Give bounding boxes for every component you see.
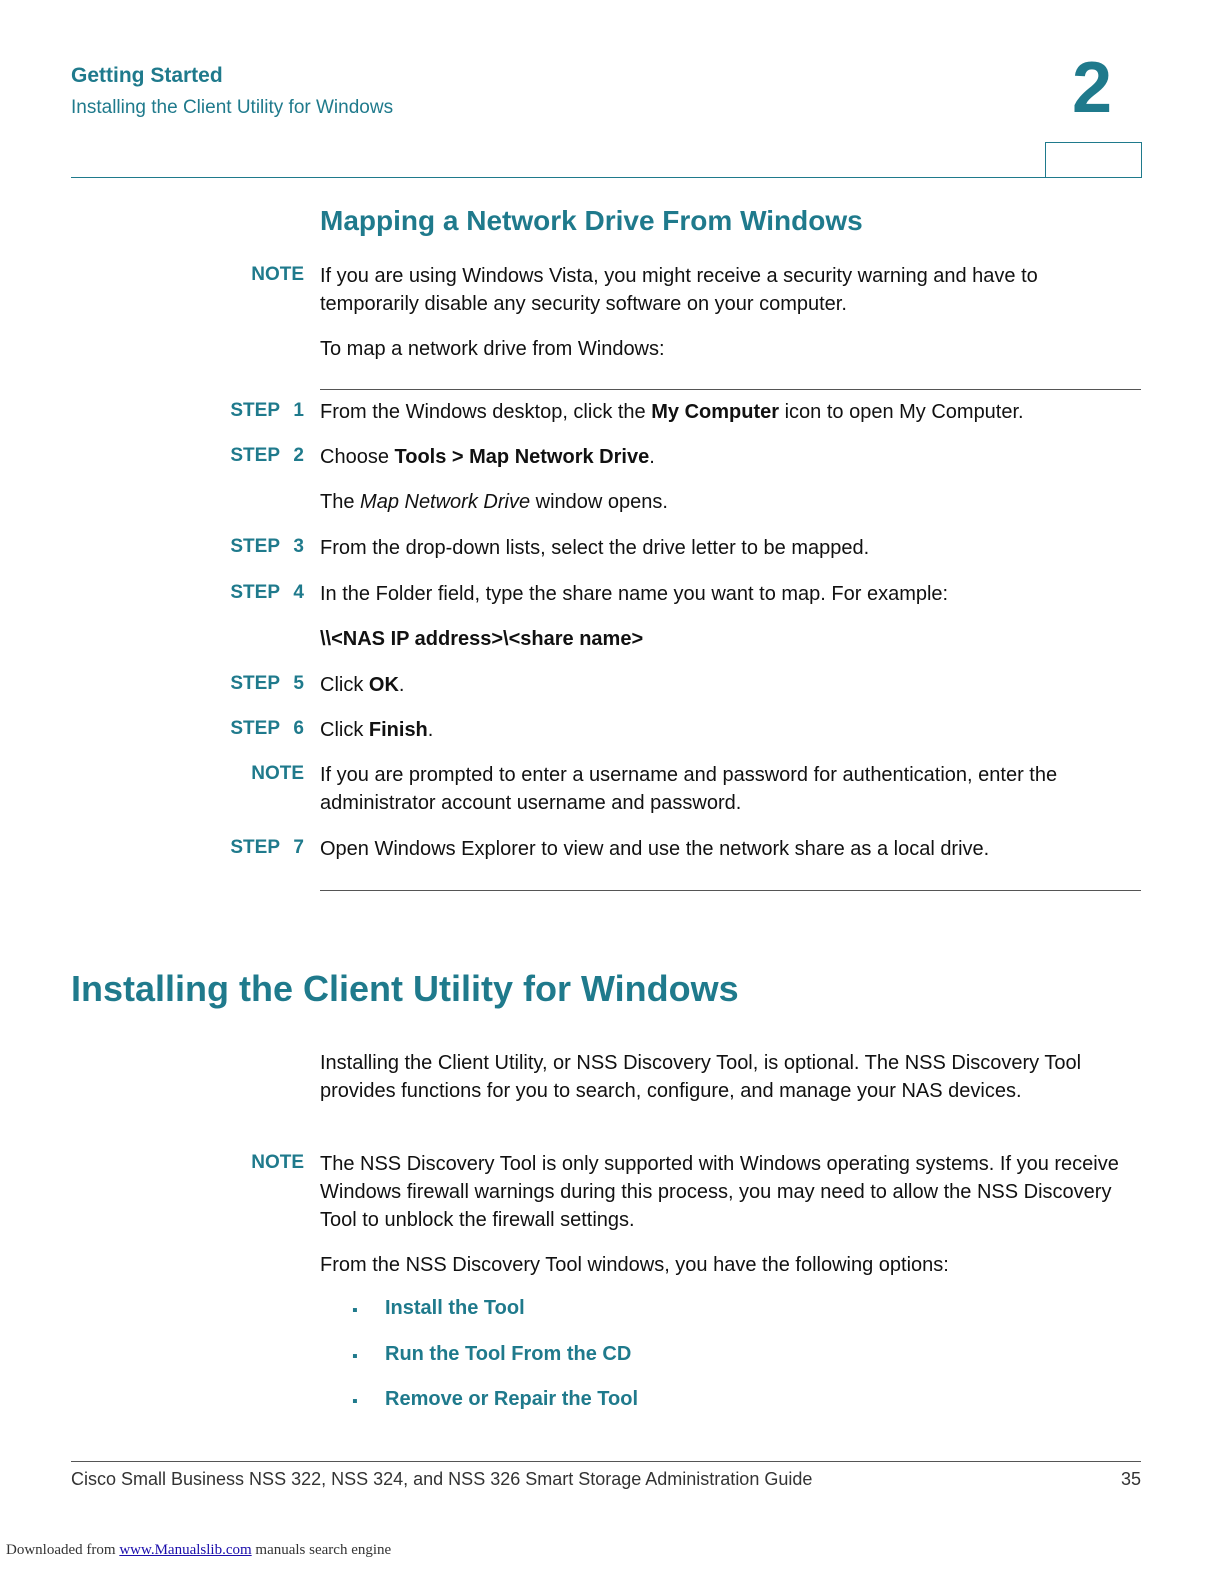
page-number: 35 — [1120, 1469, 1141, 1489]
step-label — [214, 445, 304, 467]
bullet-icon: ▪ — [352, 1348, 358, 1365]
step-label — [214, 400, 304, 422]
step-text: From the drop-down lists, select the drive letter to be mapped. — [320, 537, 870, 559]
chapter-title: Getting Started — [71, 64, 223, 87]
steps-top-rule — [320, 389, 1141, 390]
step-text-post: . — [649, 446, 655, 468]
step-text-post: . — [398, 674, 405, 696]
step-key: STEP — [230, 718, 280, 739]
result-pre: The — [320, 491, 361, 513]
step-label — [214, 536, 304, 558]
note-label: NOTE — [251, 763, 304, 784]
chapter-tab-box — [1045, 142, 1142, 178]
chapter-number: 2 — [1071, 48, 1113, 128]
step-text-pre: From the Windows desktop, click the — [320, 401, 652, 423]
manualslib-link[interactable]: www.Manualslib.com — [119, 1542, 252, 1558]
note-text: If you are using Windows Vista, you might receive a security warning and have to temporarily disable any security software on your computer. — [320, 265, 1038, 315]
step-key: STEP — [230, 400, 280, 421]
step-text — [320, 671, 1142, 699]
step-text — [320, 716, 1142, 744]
step-result — [320, 488, 1142, 516]
mapping-heading: Mapping a Network Drive From Windows — [320, 205, 863, 236]
step-text-bold: Finish — [368, 719, 428, 741]
step-text-post: icon to open My Computer. — [779, 401, 1024, 423]
step-text-bold: OK — [368, 674, 399, 696]
step-text: Open Windows Explorer to view and use the network share as a local drive. — [320, 838, 990, 860]
step-key: STEP — [230, 536, 280, 557]
step-number: 3 — [293, 536, 304, 557]
step-number: 7 — [293, 837, 304, 858]
installing-heading: Installing the Client Utility for Windows — [71, 968, 739, 1009]
step-text-post: . — [427, 719, 434, 741]
footer-title: Cisco Small Business NSS 322, NSS 324, and NSS 326 Smart Storage Administration Guide — [71, 1469, 813, 1489]
step-text-bold: Tools > Map Network Drive — [394, 446, 650, 468]
step-key: STEP — [230, 837, 280, 858]
step-text — [320, 398, 1142, 426]
bullet-icon: ▪ — [352, 1393, 358, 1410]
download-suffix: manuals search engine — [251, 1542, 392, 1558]
step-key: STEP — [230, 445, 280, 466]
download-bar — [6, 1542, 391, 1559]
option-link-run-from-cd[interactable]: Run the Tool From the CD — [385, 1343, 632, 1365]
options-intro: From the NSS Discovery Tool windows, you have the following options: — [320, 1254, 949, 1276]
mapping-intro: To map a network drive from Windows: — [320, 338, 665, 360]
step-label — [214, 582, 304, 604]
footer-rule — [71, 1461, 1141, 1462]
step-text-bold: My Computer — [651, 401, 780, 423]
step-number: 4 — [293, 582, 304, 603]
note-label: NOTE — [251, 1152, 304, 1173]
step-label — [214, 673, 304, 695]
note-text: The NSS Discovery Tool is only supported with Windows operating systems. If you receive Windows firewall warnings during this process, you may need to allow the NSS Discovery Tool to unblock the firewall settings. — [320, 1153, 1119, 1231]
result-post: window opens. — [530, 491, 668, 513]
note-text: If you are prompted to enter a username and password for authentication, enter the administrator account username and password. — [320, 764, 1058, 814]
step-label — [214, 837, 304, 859]
step-label — [214, 718, 304, 740]
option-link-install[interactable]: Install the Tool — [385, 1297, 525, 1319]
step-key: STEP — [230, 673, 280, 694]
step-text — [320, 443, 1142, 471]
section-title: Installing the Client Utility for Windows — [71, 97, 394, 118]
step-number: 6 — [293, 718, 304, 739]
result-italic: Map Network Drive — [360, 491, 531, 513]
example-path: \\<NAS IP address>\<share name> — [320, 628, 644, 650]
step-number: 1 — [293, 400, 304, 421]
option-link-remove-repair[interactable]: Remove or Repair the Tool — [385, 1388, 639, 1410]
bullet-icon: ▪ — [352, 1302, 358, 1319]
step-text-pre: Choose — [320, 446, 395, 468]
step-text-pre: Click — [320, 719, 369, 741]
step-key: STEP — [230, 582, 280, 603]
download-prefix: Downloaded from — [6, 1542, 120, 1558]
header-rule — [71, 177, 1141, 178]
steps-bottom-rule — [320, 890, 1141, 891]
step-text-pre: Click — [320, 674, 369, 696]
step-number: 2 — [293, 445, 304, 466]
note-label: NOTE — [251, 264, 304, 285]
step-text: In the Folder field, type the share name you want to map. For example: — [320, 583, 949, 605]
step-number: 5 — [293, 673, 304, 694]
installing-para: Installing the Client Utility, or NSS Discovery Tool, is optional. The NSS Discovery Tool provides functions for you to search, configure, and manage your NAS devices. — [320, 1052, 1082, 1102]
